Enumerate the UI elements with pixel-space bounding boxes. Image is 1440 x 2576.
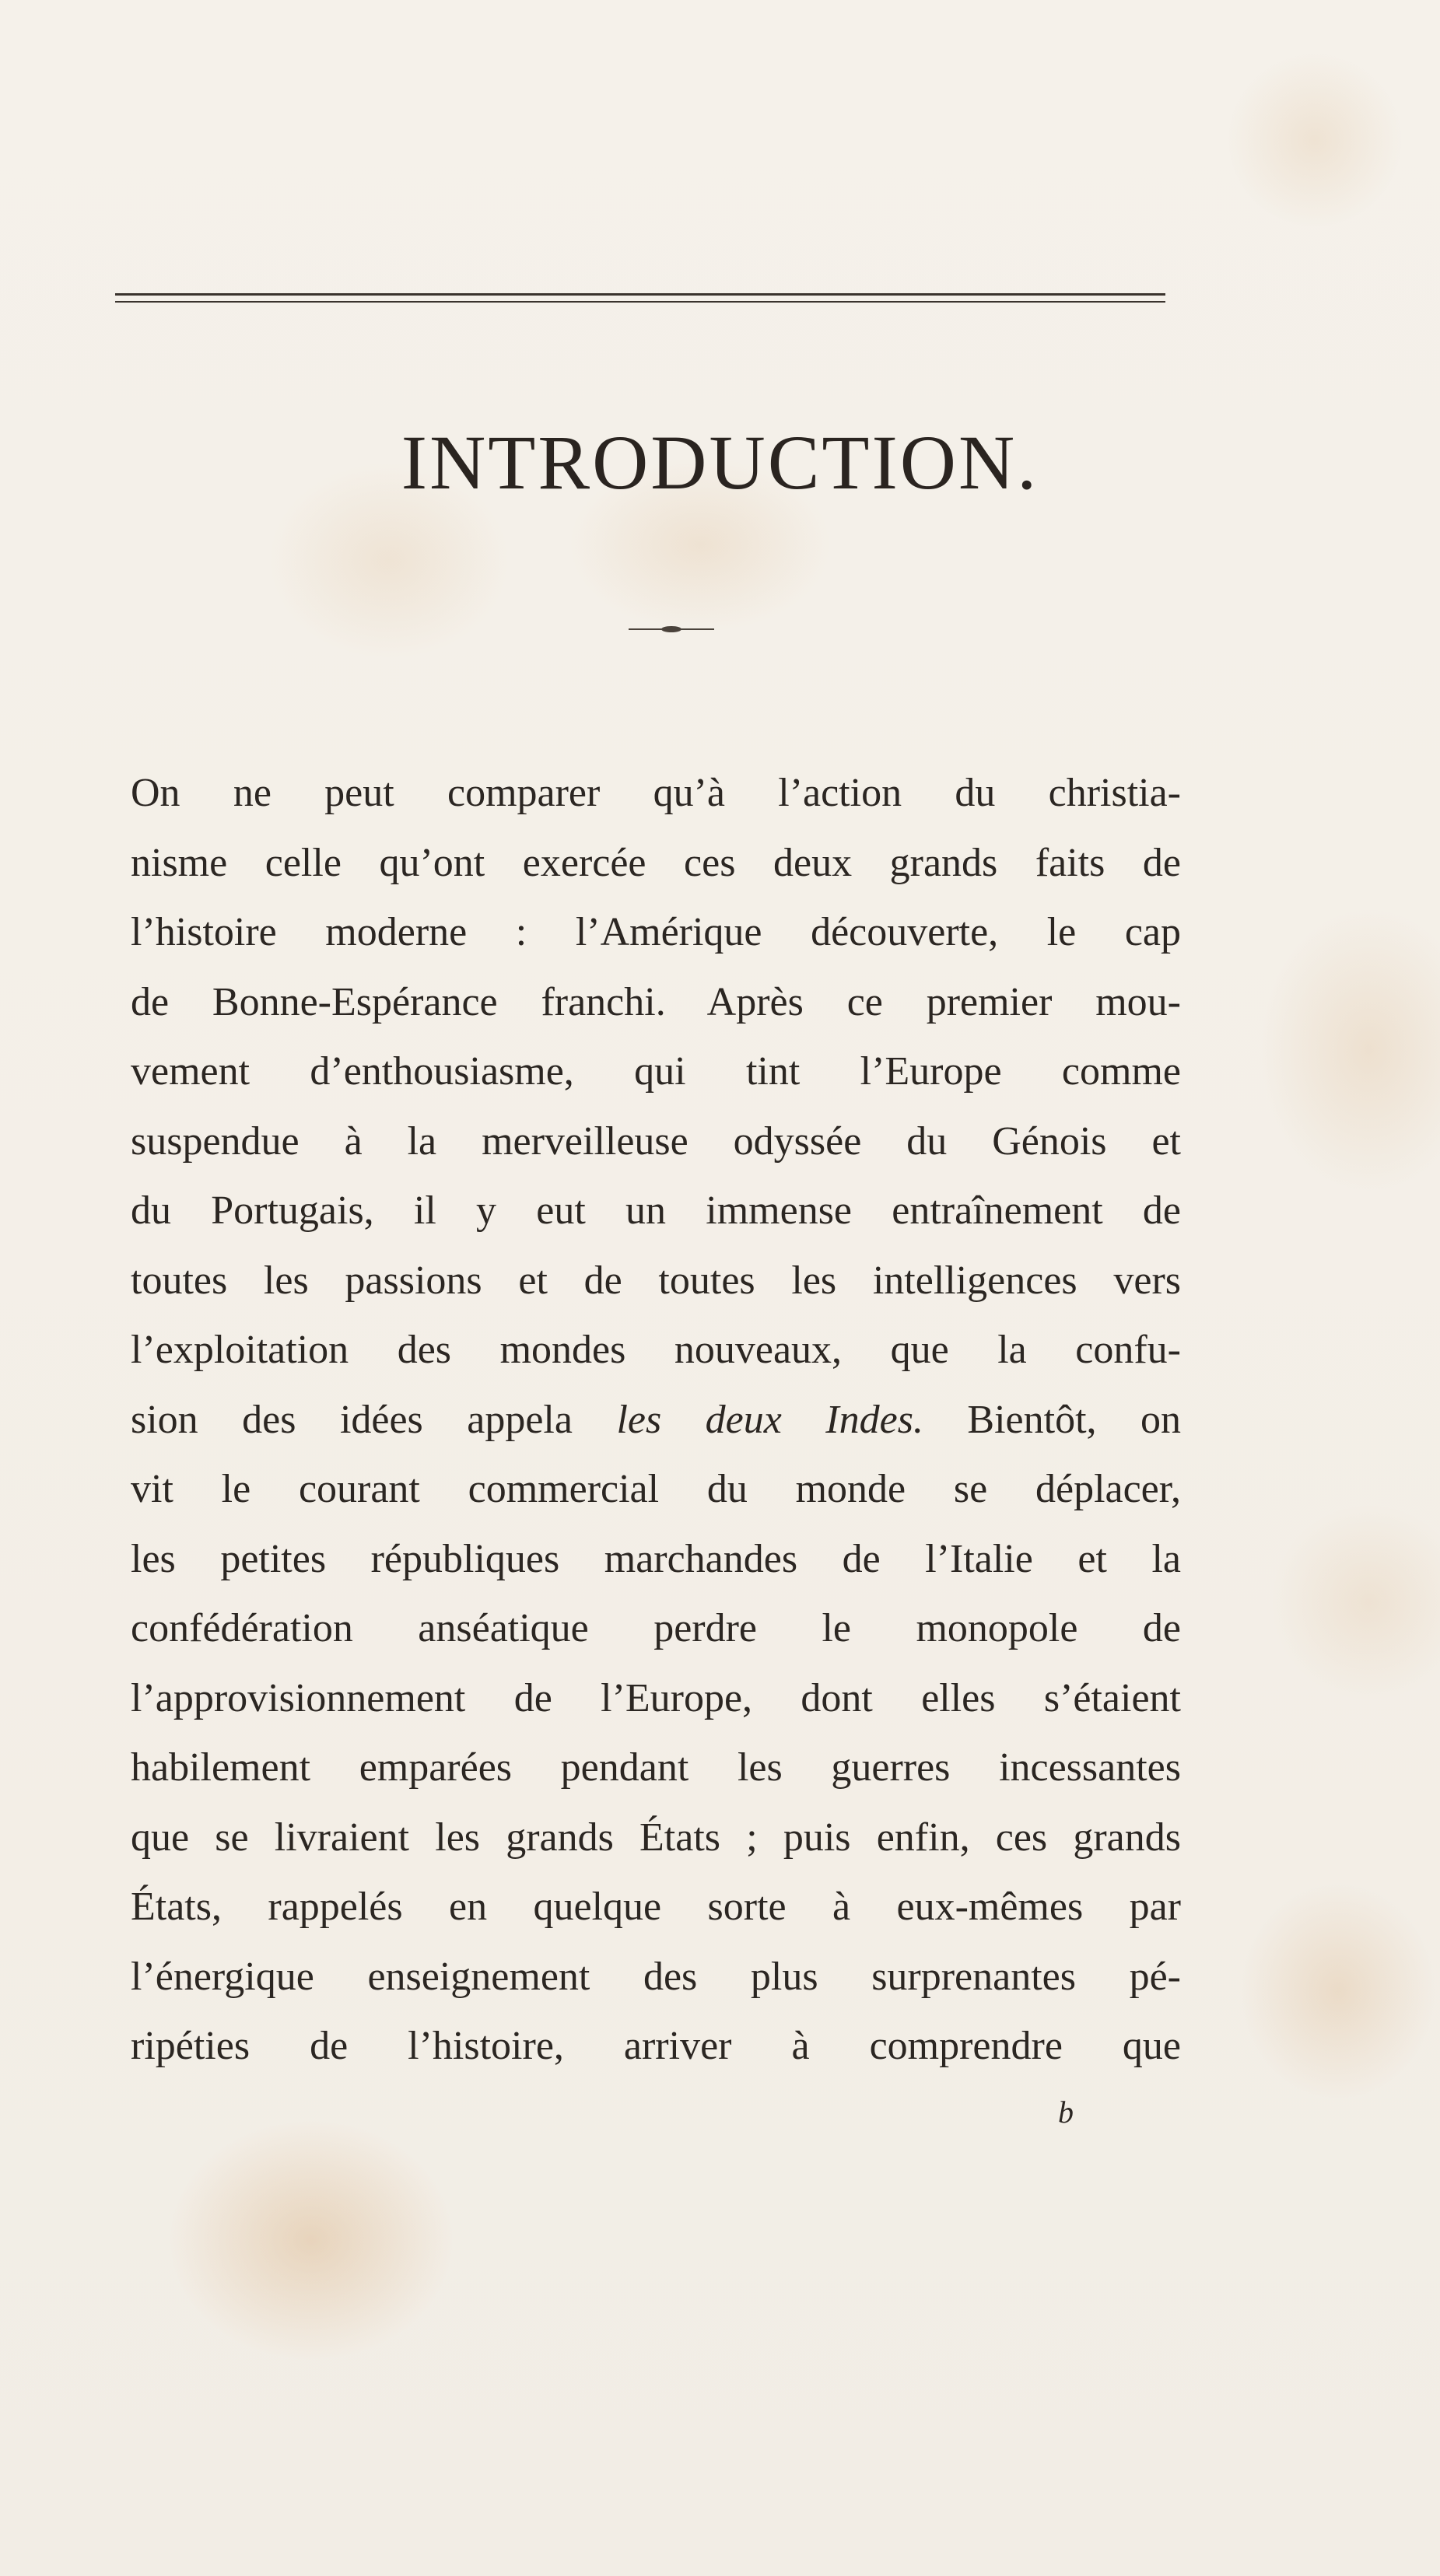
text-line: les petites républiques marchandes de l’Italie et la [131, 1536, 1181, 1581]
text-line: confédération anséatique perdre le monopole de [131, 1606, 1181, 1650]
text-line: l’histoire moderne : l’Amérique découverte, le cap [131, 910, 1181, 954]
text-segment: Bientôt, on [923, 1397, 1182, 1442]
ornament-divider [629, 628, 714, 633]
text-line: habilement emparées pendant les guerres incessantes [131, 1745, 1181, 1790]
header-rule-thin [115, 301, 1165, 303]
text-line: On ne peut comparer qu’à l’action du christia- [131, 771, 1181, 815]
text-segment: sion des idées appela [131, 1397, 617, 1442]
text-line: du Portugais, il y eut un immense entraînement de [131, 1188, 1181, 1233]
text-line: de Bonne-Espérance franchi. Après ce premier mou- [131, 979, 1181, 1024]
page-title: INTRODUCTION. [401, 419, 1039, 506]
header-rule [115, 293, 1165, 296]
text-line: que se livraient les grands États ; puis enfin, ces grands [131, 1815, 1181, 1860]
text-line: l’énergique enseignement des plus surprenantes pé- [131, 1954, 1181, 1999]
body-text [131, 758, 1181, 2081]
text-line: États, rappelés en quelque sorte à eux-mêmes par [131, 1885, 1181, 1929]
text-line: vit le courant commercial du monde se déplacer, [131, 1467, 1181, 1511]
text-line: suspendue à la merveilleuse odyssée du Génois et [131, 1118, 1181, 1164]
text-line: ripéties de l’histoire, arriver à comprendre que [131, 2024, 1181, 2068]
text-line: toutes les passions et de toutes les intelligences vers [131, 1258, 1181, 1303]
text-line: nisme celle qu’ont exercée ces deux grands faits de [131, 840, 1181, 885]
text-line: l’approvisionnement de l’Europe, dont elles s’étaient [131, 1675, 1181, 1720]
text-line: vement d’enthousiasme, qui tint l’Europe comme [131, 1049, 1181, 1094]
italic-text: les deux Indes. [616, 1397, 923, 1442]
text-line-with-italic [131, 1385, 1181, 1455]
signature-mark: b [1058, 2095, 1074, 2130]
text-line: l’exploitation des mondes nouveaux, que la confu- [131, 1328, 1181, 1372]
